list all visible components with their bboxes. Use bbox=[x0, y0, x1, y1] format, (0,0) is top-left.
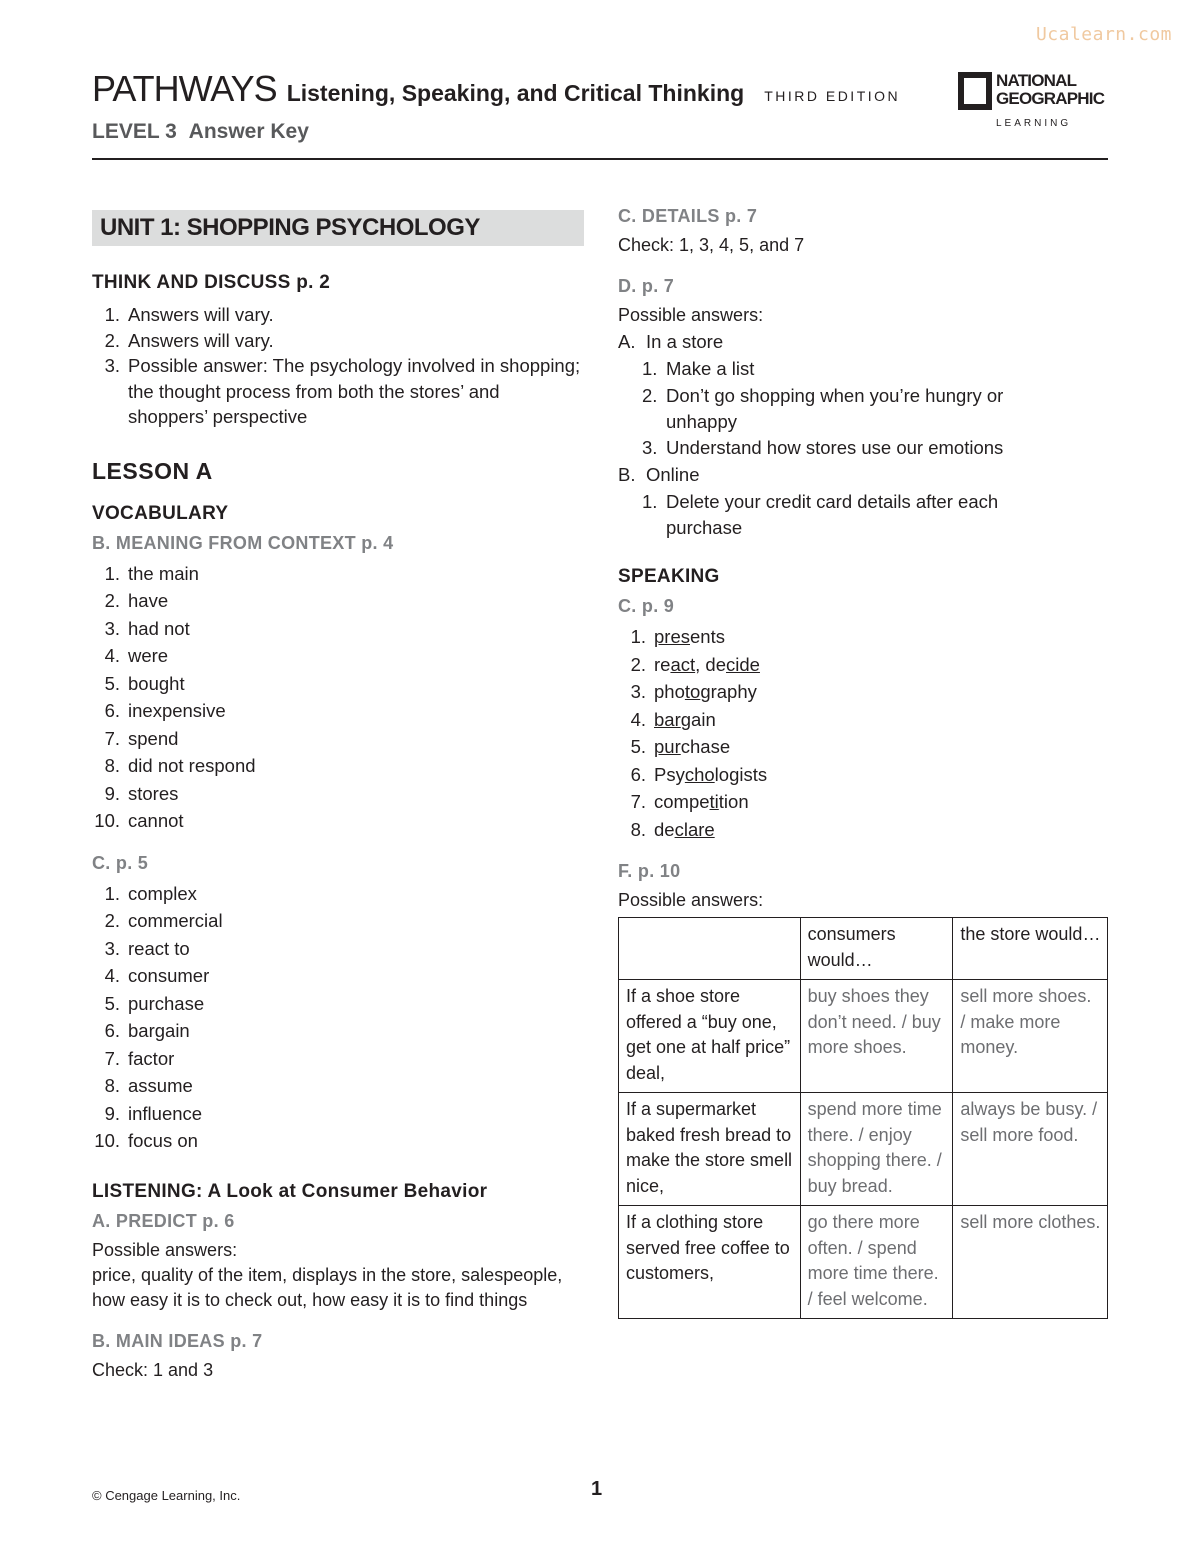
speaking-f-heading: F. p. 10 bbox=[618, 861, 681, 881]
unit-title: UNIT 1: SHOPPING PSYCHOLOGY bbox=[92, 210, 584, 246]
left-column bbox=[92, 210, 584, 1383]
list-item: 3. Possible answer: The psychology involved in shopping; the thought process from both the stores’ and shoppers’ perspective bbox=[104, 355, 581, 427]
list-item: 5. purchase bbox=[630, 736, 731, 757]
table-cell: sell more clothes. bbox=[953, 1206, 1108, 1319]
list-item: 4. were bbox=[104, 645, 169, 666]
list-item: 1. Delete your credit card details after each bbox=[642, 491, 999, 512]
list-item: 3. had not bbox=[104, 617, 190, 639]
watermark: Ucalearn.com bbox=[1035, 24, 1172, 45]
table-cell: If a supermarket baked fresh bread to make the store smell nice, bbox=[619, 1093, 801, 1206]
lesson-a-heading: LESSON A bbox=[92, 457, 213, 484]
table-cell: go there more often. / spend more time there. / feel welcome. bbox=[800, 1206, 953, 1319]
list-item: 1. presents bbox=[630, 626, 725, 647]
list-item: 7. spend bbox=[104, 727, 179, 749]
list-item: 5. bought bbox=[104, 672, 185, 694]
table-row bbox=[619, 1093, 1108, 1206]
list-item: 2. have bbox=[104, 590, 169, 611]
list-item-continuation: purchase bbox=[666, 517, 743, 538]
list-item: 2. Don’t go shopping when you’re hungry or bbox=[642, 385, 1004, 406]
edition-label: THIRD EDITION bbox=[764, 88, 901, 104]
copyright: © Cengage Learning, Inc. bbox=[92, 1488, 241, 1503]
main-ideas-heading: B. MAIN IDEAS p. 7 bbox=[92, 1330, 263, 1351]
brand-name: PATHWAYS bbox=[92, 68, 277, 109]
national-geographic-logo bbox=[958, 72, 1108, 132]
vocab-c-heading: C. p. 5 bbox=[92, 852, 149, 873]
answers-table bbox=[618, 917, 1108, 1319]
list-item: 1. Answers will vary. bbox=[104, 304, 274, 325]
think-discuss-heading: THINK AND DISCUSS p. 2 bbox=[92, 272, 331, 293]
table-header-row bbox=[619, 918, 1108, 980]
brand-title bbox=[92, 68, 900, 110]
list-item: 1. the main bbox=[104, 562, 199, 584]
list-item: 5. purchase bbox=[104, 992, 205, 1014]
list-item: 8. declare bbox=[630, 818, 715, 840]
table-cell: spend more time there. / enjoy shopping there. / buy bread. bbox=[800, 1093, 953, 1206]
list-item: 2. commercial bbox=[104, 910, 223, 931]
list-item: 8. assume bbox=[104, 1075, 193, 1096]
vocab-b-list bbox=[92, 560, 584, 835]
list-item: 3. photography bbox=[630, 681, 757, 702]
logo-line-3: LEARNING bbox=[996, 118, 1072, 129]
header-divider bbox=[92, 158, 1108, 160]
table-cell: buy shoes they don’t need. / buy more shoes. bbox=[800, 980, 953, 1093]
d-heading: D. p. 7 bbox=[618, 276, 675, 296]
predict-intro: Possible answers: bbox=[92, 1239, 238, 1260]
page-number: 1 bbox=[591, 1478, 603, 1500]
list-item: 1. complex bbox=[104, 882, 197, 904]
list-item: 7. competition bbox=[630, 791, 749, 812]
list-item: 3. react to bbox=[104, 937, 190, 959]
list-item-continuation: unhappy bbox=[666, 411, 737, 432]
vocabulary-heading: VOCABULARY bbox=[92, 502, 229, 524]
list-item: 6. inexpensive bbox=[104, 700, 226, 721]
list-item: 6. Psychologists bbox=[630, 763, 768, 785]
list-item: 9. stores bbox=[104, 782, 179, 804]
list-item: A. In a store bbox=[618, 331, 724, 352]
list-item: 9. influence bbox=[104, 1102, 203, 1124]
answer-key-label: Answer Key bbox=[188, 120, 309, 143]
list-item: 10. focus on bbox=[94, 1130, 198, 1151]
right-column bbox=[618, 206, 1108, 1319]
d-intro: Possible answers: bbox=[618, 305, 764, 325]
yellow-border-icon bbox=[958, 72, 992, 110]
listening-heading: LISTENING: A Look at Consumer Behavior bbox=[92, 1180, 488, 1202]
level-number: LEVEL 3 bbox=[92, 120, 177, 143]
table-header-cell bbox=[619, 918, 801, 980]
vocab-c-list bbox=[92, 880, 584, 1155]
list-item: 2. react, decide bbox=[630, 653, 760, 675]
speaking-c-heading: C. p. 9 bbox=[618, 596, 675, 616]
table-cell: sell more shoes. / make more money. bbox=[953, 980, 1108, 1093]
level-label bbox=[92, 120, 309, 144]
list-item: 2. Answers will vary. bbox=[104, 329, 274, 351]
table-header-cell: the store would… bbox=[953, 918, 1108, 980]
meaning-from-context-heading: B. MEANING FROM CONTEXT p. 4 bbox=[92, 532, 394, 553]
details-heading: C. DETAILS p. 7 bbox=[618, 206, 758, 226]
table-row bbox=[619, 980, 1108, 1093]
list-item: 8. did not respond bbox=[104, 755, 256, 776]
logo-line-1: NATIONAL bbox=[996, 71, 1077, 90]
table-header-cell: consumers would… bbox=[800, 918, 953, 980]
speaking-c-list bbox=[618, 623, 1108, 843]
brand-subtitle: Listening, Speaking, and Critical Thinking bbox=[286, 80, 745, 106]
list-item: 10. cannot bbox=[94, 810, 184, 831]
page-header bbox=[92, 68, 1108, 160]
logo-line-2: GEOGRAPHIC bbox=[996, 89, 1105, 108]
main-ideas-answer: Check: 1 and 3 bbox=[92, 1359, 214, 1380]
table-cell: always be busy. / sell more food. bbox=[953, 1093, 1108, 1206]
list-item: 4. bargain bbox=[630, 708, 716, 730]
think-discuss-list bbox=[92, 302, 584, 430]
list-item: B. Online bbox=[618, 464, 700, 485]
speaking-f-intro: Possible answers: bbox=[618, 890, 764, 910]
list-item: 6. bargain bbox=[104, 1020, 190, 1041]
list-item: 1. Make a list bbox=[642, 358, 755, 379]
details-answer: Check: 1, 3, 4, 5, and 7 bbox=[618, 235, 805, 255]
table-cell: If a clothing store served free coffee to customers, bbox=[619, 1206, 801, 1319]
table-row bbox=[619, 1206, 1108, 1319]
list-item: 4. consumer bbox=[104, 965, 210, 986]
speaking-heading: SPEAKING bbox=[618, 566, 720, 587]
list-item: 3. Understand how stores use our emotions bbox=[642, 437, 1004, 458]
predict-heading: A. PREDICT p. 6 bbox=[92, 1210, 235, 1231]
d-outline bbox=[618, 328, 1108, 540]
predict-answer: price, quality of the item, displays in the store, salespeople, how easy it is to check out, how easy it is to find things bbox=[92, 1264, 563, 1310]
table-cell: If a shoe store offered a “buy one, get one at half price” deal, bbox=[619, 980, 801, 1093]
list-item: 7. factor bbox=[104, 1047, 175, 1069]
